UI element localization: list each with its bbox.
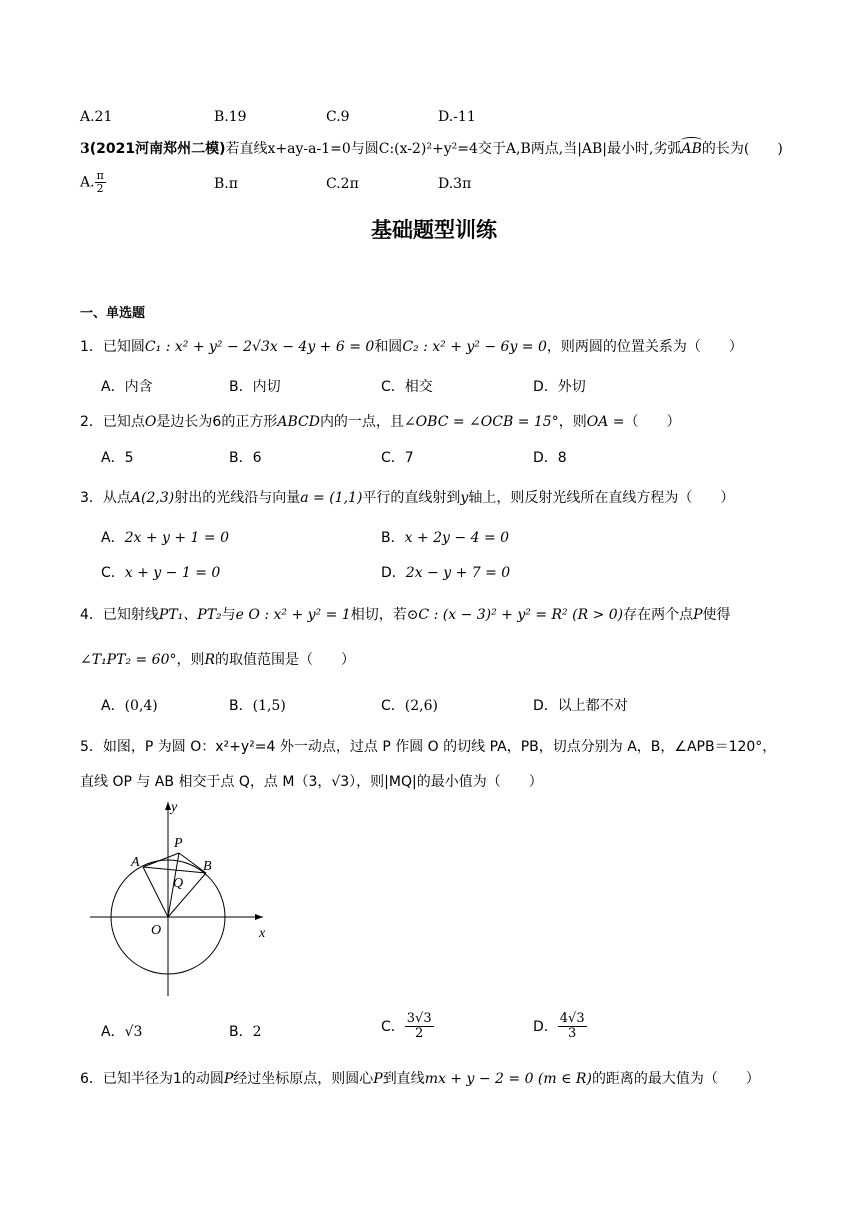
q5-option-a-label: A． (101, 1024, 125, 1040)
q2-square: ABCD (277, 414, 320, 430)
q2-angle-equation: ∠OBC = ∠OCB = 15° (403, 414, 559, 430)
q2-number: 2． (80, 414, 103, 430)
arc-label: AB (681, 141, 702, 157)
q4-option-c-label: C． (381, 698, 405, 714)
q6-text-e: 的距离的最大值为（ ） (591, 1071, 760, 1087)
q3-y-axis: y (460, 490, 469, 506)
q4-angle: ∠T₁PT₂ = 60° (80, 652, 177, 668)
segment-pb (179, 853, 206, 873)
q1-text-b: 和圆 (374, 339, 403, 355)
q6-text-b: 的动圆 (181, 1071, 224, 1087)
q5-option-d (533, 1012, 587, 1042)
question-4 (80, 604, 731, 624)
q2-text-e: ，则 (558, 414, 587, 430)
q1-number: 1． (80, 339, 103, 355)
page-title: 基础题型训练 (371, 218, 497, 242)
prev-q3-option-a-prefix: A. (80, 174, 95, 191)
prev-option-b: B.19 (214, 109, 247, 125)
q3-option-a-eq: 2x + y + 1 = 0 (124, 530, 229, 546)
x-axis-arrow (255, 914, 263, 920)
prev-question-text: 若直线x+ay-a-1=0与圆C:(x-2)²+y²=4交于A,B两点,当|AB|最小时,劣弧 (225, 141, 682, 157)
q5-option-b-val: 2 (252, 1024, 262, 1040)
question-1 (80, 336, 743, 356)
q5-option-a-val: √3 (124, 1024, 143, 1040)
q2-text-c: 的正方形 (221, 414, 278, 430)
q4-text-e: 使得 (702, 607, 731, 623)
q2-option-d: D．8 (533, 450, 567, 466)
label-p: P (174, 836, 183, 851)
q3-option-b (381, 527, 509, 547)
q3-option-c-label: C． (101, 565, 125, 581)
q4-circle-c: ⊙C : (x − 3)² + y² = R² (R > 0) (406, 607, 624, 623)
q6-number: 6． (80, 1071, 103, 1087)
q3-text-a: 从点 (102, 490, 131, 506)
q4-option-c (381, 695, 438, 715)
question-2 (80, 411, 680, 431)
q5-option-a (101, 1021, 142, 1041)
q5-option-c (381, 1012, 434, 1042)
prev-question-3 (80, 138, 783, 158)
q3-option-b-eq: x + 2y − 4 = 0 (404, 530, 510, 546)
prev-q3-option-a (80, 170, 106, 195)
q4-option-d (533, 695, 628, 715)
q5-option-d-num: 4√3 (559, 1011, 585, 1026)
q4-option-a-label: A． (101, 698, 125, 714)
q2-oa: OA = (586, 414, 625, 430)
q4-text-d: 存在两个点 (623, 607, 694, 623)
q4-r: R (204, 652, 216, 668)
q5-option-b (229, 1021, 262, 1041)
q2-text-f: （ ） (624, 414, 681, 430)
q1-text-c: ，则两圆的位置关系为（ ） (546, 339, 743, 355)
q2-text-d: 内的一点，且 (319, 414, 404, 430)
q1-option-a: A．内含 (101, 379, 153, 395)
q2-option-c: C．7 (381, 450, 414, 466)
q1-option-b: B．内切 (229, 379, 281, 395)
q3-option-b-label: B． (381, 530, 405, 546)
prev-q3-option-c: C.2π (326, 176, 359, 192)
section-heading: 一、单选题 (80, 306, 146, 321)
q4-option-d-val: 以上都不对 (557, 698, 628, 714)
q5-option-c-num: 3√3 (406, 1011, 432, 1026)
q2-option-a: A．5 (101, 450, 134, 466)
q4-text-a: 已知射线 (102, 607, 159, 623)
q4-option-b (229, 695, 286, 715)
prev-question-number: 3 (80, 141, 90, 157)
q4-rays: PT₁、PT₂ (158, 607, 222, 623)
q4-text-g: 的取值范围是（ ） (215, 652, 356, 668)
q2-text-a: 已知点 (102, 414, 145, 430)
q5-option-c-den: 2 (415, 1026, 424, 1042)
segment-oa (143, 867, 168, 917)
q6-text-a: 已知半径为 (102, 1071, 173, 1087)
q6-p2: P (373, 1071, 383, 1087)
q2-side: 6 (212, 414, 222, 430)
q5-option-b-label: B． (229, 1024, 253, 1040)
q3-option-d (381, 562, 510, 582)
question-3 (80, 487, 734, 507)
q3-number: 3． (80, 490, 103, 506)
label-q: Q (173, 876, 184, 891)
q6-text-d: 到直线 (382, 1071, 425, 1087)
prev-q3-option-d: D.3π (438, 176, 472, 192)
q4-option-b-label: B． (229, 698, 253, 714)
label-b: B (203, 859, 212, 874)
prev-option-d: D.-11 (438, 109, 476, 125)
q4-option-d-label: D． (533, 698, 558, 714)
circle-tangent-figure (85, 796, 285, 1001)
q3-text-c: 平行的直线射到 (362, 490, 461, 506)
q3-option-d-eq: 2x − y + 7 = 0 (405, 565, 511, 581)
label-o: O (151, 923, 162, 938)
q4-text-c: 相切，若 (350, 607, 407, 623)
q5-option-d-den: 3 (568, 1026, 577, 1042)
q4-circle-o: e O : x² + y² = 1 (235, 607, 351, 623)
label-a: A (131, 855, 140, 870)
q5-option-c-label: C． (381, 1018, 405, 1035)
q4-number: 4． (80, 607, 103, 623)
q6-one: 1 (172, 1071, 182, 1087)
q6-text-c: 经过坐标原点，则圆心 (233, 1071, 374, 1087)
prev-option-a: A.21 (80, 109, 113, 125)
q1-option-d: D．外切 (533, 379, 586, 395)
q6-p: P (223, 1071, 234, 1087)
q1-text-a: 已知圆 (102, 339, 145, 355)
question-6 (80, 1068, 760, 1088)
question-4-line2 (80, 649, 355, 669)
q1-circle1-equation: C₁ : x² + y² − 2√3x − 4y + 6 = 0 (144, 339, 375, 355)
q4-option-a (101, 695, 158, 715)
q3-text-b: 射出的光线沿与向量 (174, 490, 301, 506)
q3-option-c-eq: x + y − 1 = 0 (124, 565, 221, 581)
prev-question-source: (2021河南郑州二模) (89, 141, 226, 157)
q4-option-c-val: (2,6) (404, 698, 438, 714)
q4-point-p: P (693, 607, 703, 623)
q3-vector: a = (1,1) (300, 490, 363, 506)
q4-option-b-val: (1,5) (252, 698, 286, 714)
prev-question-text-end: 的长为( ) (701, 141, 783, 157)
label-y: y (171, 800, 178, 815)
q4-option-a-val: (0,4) (124, 698, 158, 714)
q1-option-c: C．相交 (381, 379, 433, 395)
q3-option-d-label: D． (381, 565, 406, 581)
prev-q3-option-b: B.π (214, 176, 238, 192)
frac-den: 2 (96, 182, 104, 196)
q3-option-c (101, 562, 220, 582)
q4-text-b: 与 (221, 607, 236, 623)
question-5-line2: 直线 OP 与 AB 相交于点 Q，点 M（3，√3），则|MQ|的最小值为（ ） (80, 774, 543, 790)
label-x: x (259, 926, 266, 941)
frac-num: π (96, 169, 104, 182)
question-5-line1: 5．如图，P 为圆 O：x²+y²=4 外一动点，过点 P 作圆 O 的切线 PA，PB，切点分别为 A，B，∠APB＝120°， (80, 739, 777, 755)
q3-text-d: 轴上，则反射光线所在直线方程为（ ） (468, 490, 735, 506)
q3-option-a (101, 527, 229, 547)
q6-line-eq: mx + y − 2 = 0 (m ∈ R) (424, 1071, 592, 1087)
q3-point: A(2,3) (130, 490, 175, 506)
q5-option-d-label: D． (533, 1018, 558, 1035)
q2-point-o: O (144, 414, 157, 430)
prev-option-c: C.9 (326, 109, 350, 125)
q2-text-b: 是边长为 (156, 414, 213, 430)
q2-option-b: B．6 (229, 450, 262, 466)
q1-circle2-equation: C₂ : x² + y² − 6y = 0 (402, 339, 547, 355)
q4-text-f: ，则 (176, 652, 205, 668)
q3-option-a-label: A． (101, 530, 125, 546)
